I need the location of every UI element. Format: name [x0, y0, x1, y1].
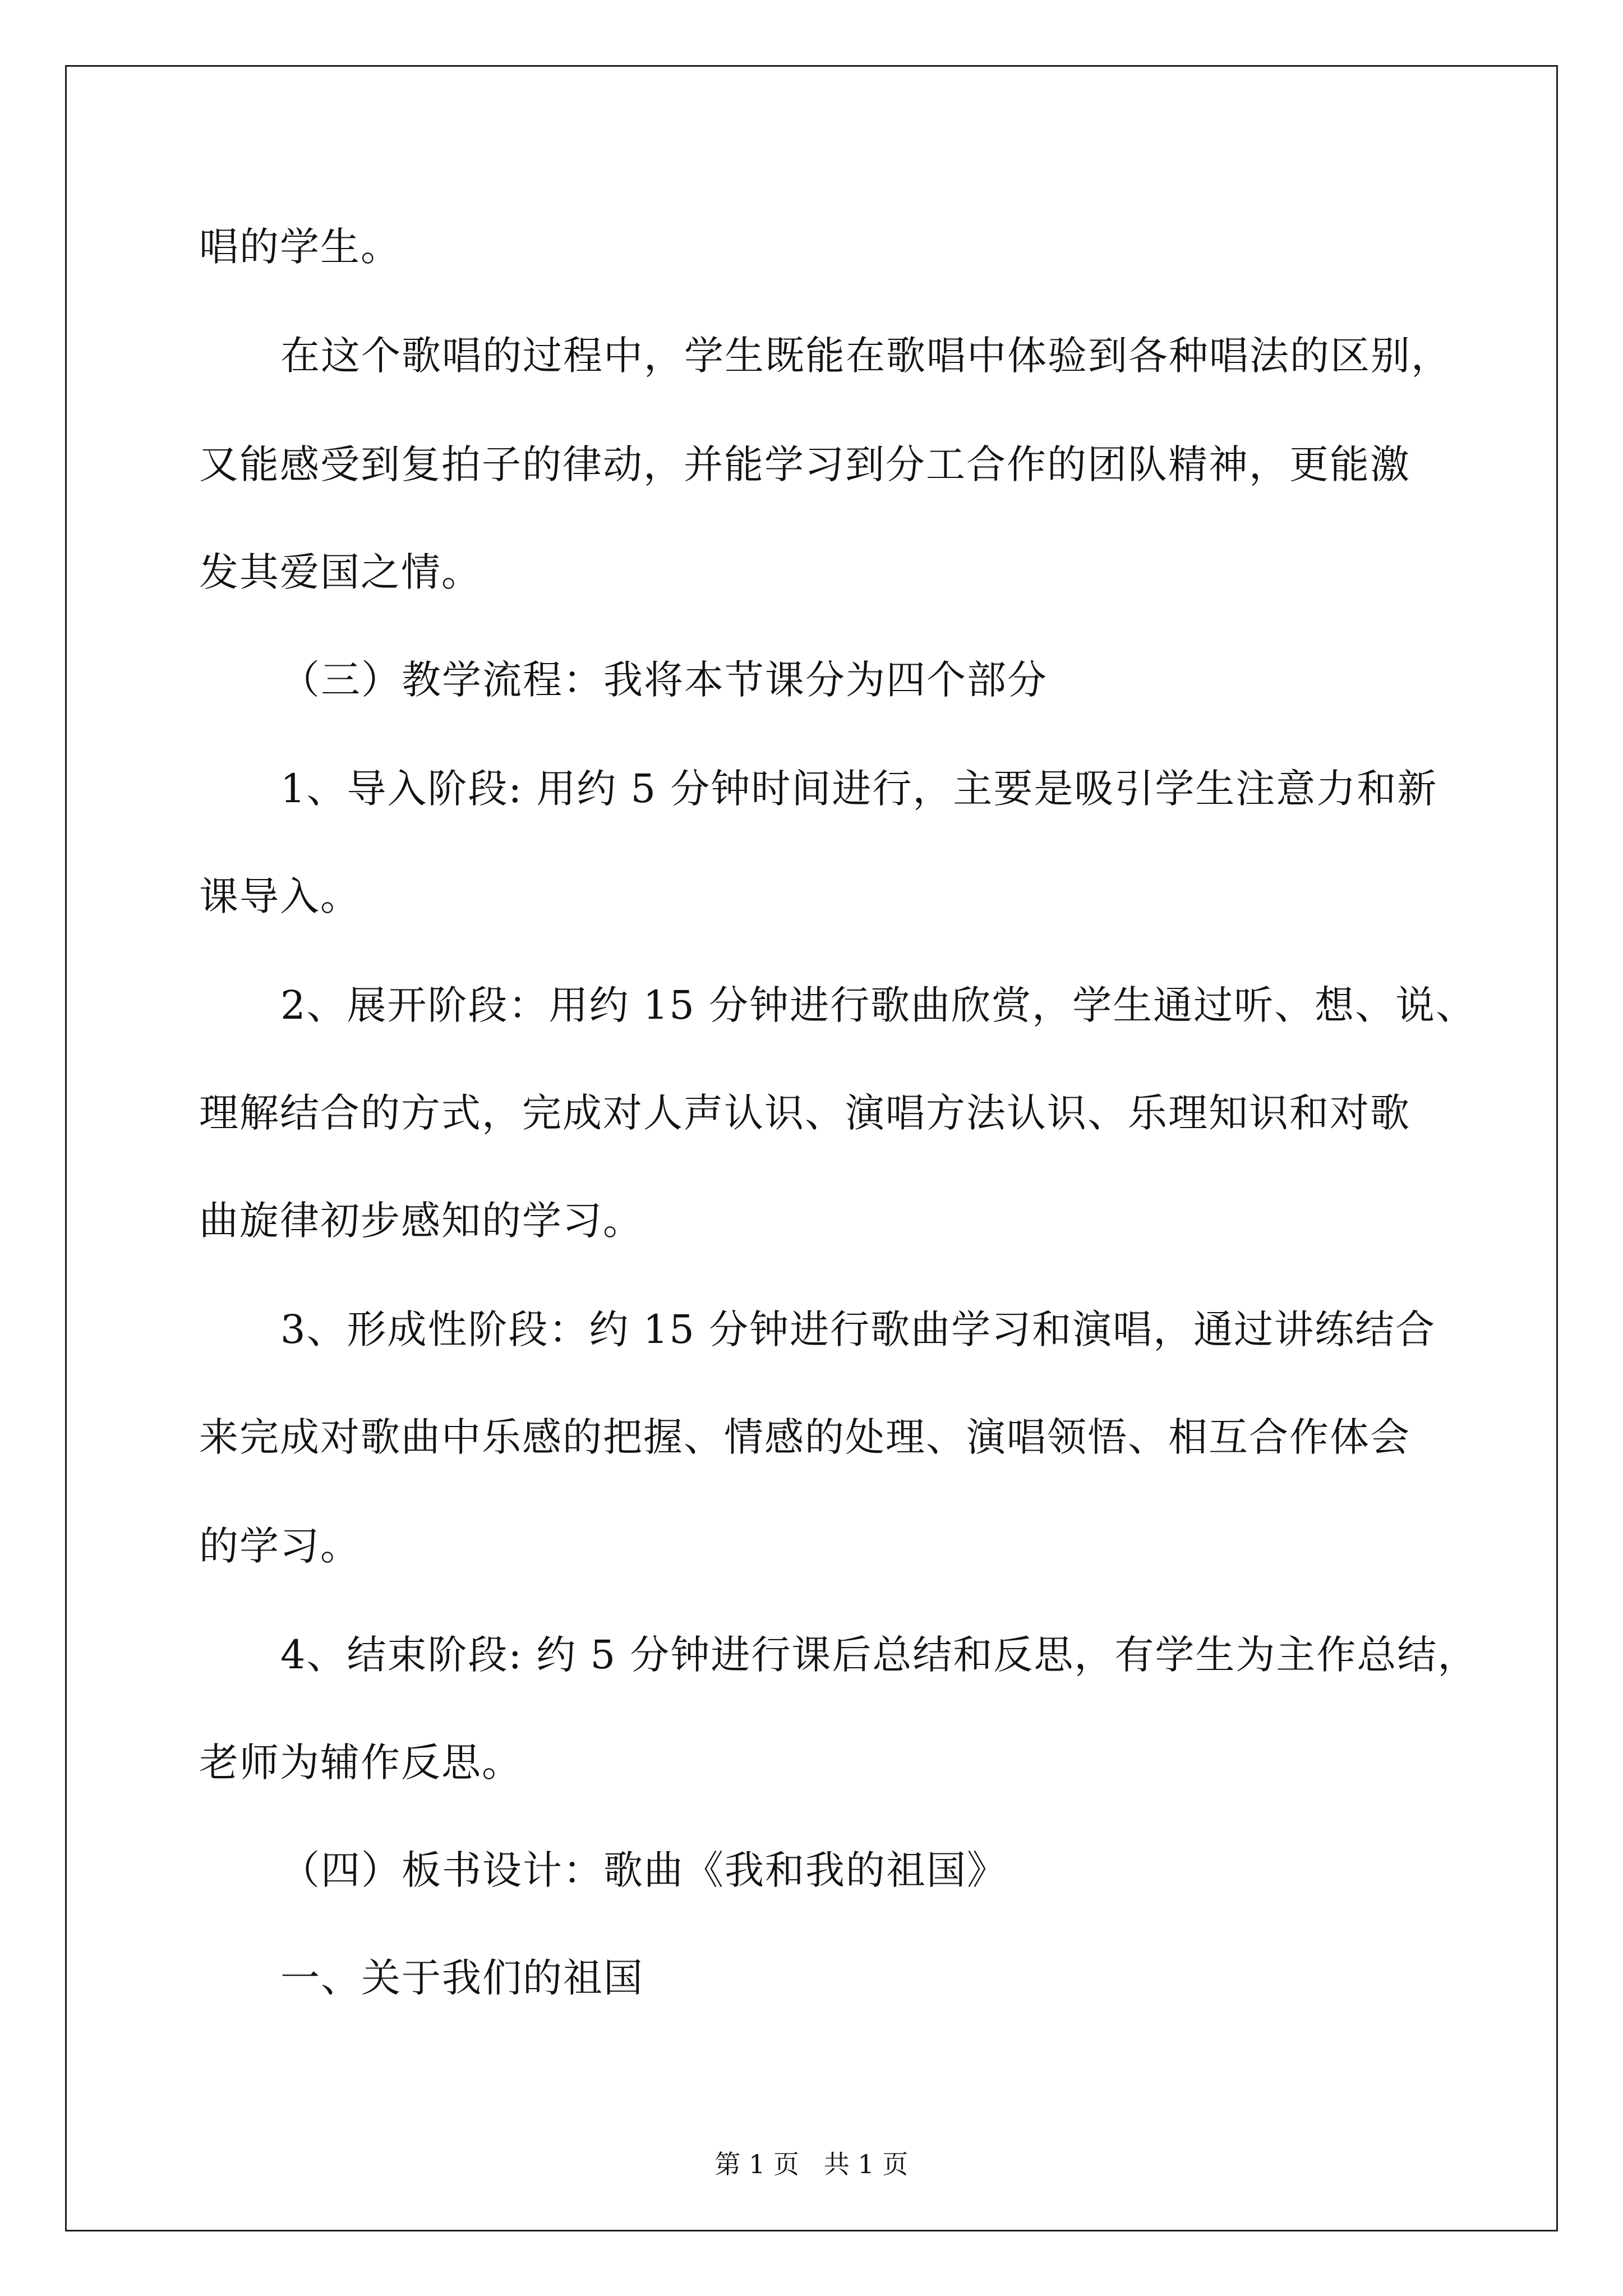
- paragraph-line: 老师为辅作反思。: [199, 1740, 522, 1786]
- paragraph-line: 唱的学生。: [199, 224, 401, 270]
- paragraph-line: 课导入。: [199, 873, 361, 919]
- page-number-footer: 第 1 页 共 1 页: [714, 2149, 909, 2179]
- page-border: [65, 65, 1558, 2231]
- section-heading: （四）板书设计：歌曲《我和我的祖国》: [280, 1847, 1007, 1893]
- paragraph-line: 2、展开阶段：用约 15 分钟进行歌曲欣赏，学生通过听、想、说、: [280, 982, 1477, 1028]
- paragraph-line: 发其爱国之情。: [199, 549, 482, 595]
- paragraph-line: 4、结束阶段: 约 5 分钟进行课后总结和反思，有学生为主作总结，: [280, 1632, 1478, 1678]
- paragraph-line: 1、导入阶段: 用约 5 分钟时间进行，主要是吸引学生注意力和新: [280, 766, 1438, 812]
- paragraph-line: 理解结合的方式，完成对人声认识、演唱方法认识、乐理知识和对歌: [199, 1090, 1410, 1136]
- paragraph-line: 3、形成性阶段：约 15 分钟进行歌曲学习和演唱，通过讲练结合: [280, 1306, 1436, 1352]
- paragraph-line: 的学习。: [199, 1523, 361, 1569]
- section-heading: （三）教学流程：我将本节课分为四个部分: [280, 657, 1048, 703]
- paragraph-line: 又能感受到复拍子的律动，并能学习到分工合作的团队精神，更能激: [199, 441, 1410, 487]
- paragraph-line: 来完成对歌曲中乐感的把握、情感的处理、演唱领悟、相互合作体会: [199, 1414, 1410, 1460]
- paragraph-line: 曲旋律初步感知的学习。: [199, 1198, 643, 1244]
- paragraph-line: 一、关于我们的祖国: [280, 1955, 644, 2001]
- paragraph-line: 在这个歌唱的过程中，学生既能在歌唱中体验到各种唱法的区别，: [280, 333, 1451, 379]
